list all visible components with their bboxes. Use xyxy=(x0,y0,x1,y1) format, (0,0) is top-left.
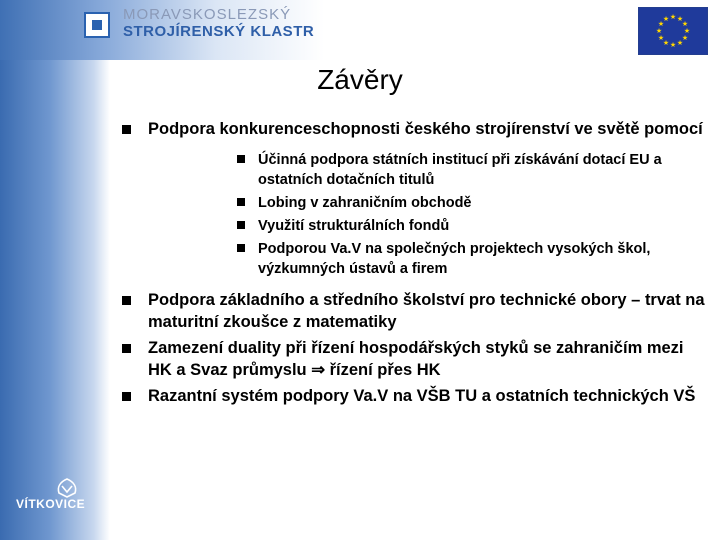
company-name: VÍTKOVICE xyxy=(16,497,86,511)
svg-text:★: ★ xyxy=(681,20,689,28)
sub-bullet-text: Podporou Va.V na společných projektech vysokých škol, výzkumných ústavů a firem xyxy=(258,241,651,277)
svg-text:★: ★ xyxy=(683,27,691,35)
sub-bullet-list xyxy=(118,150,708,279)
svg-text:★: ★ xyxy=(655,27,663,35)
slide-title: Závěry xyxy=(317,64,403,95)
sub-bullet-item xyxy=(118,193,708,213)
bullet-item xyxy=(118,385,708,407)
svg-text:★: ★ xyxy=(662,15,670,23)
bullet-item xyxy=(118,337,708,381)
svg-text:★: ★ xyxy=(681,34,689,42)
klastr-logo-icon xyxy=(84,12,110,38)
square-bullet-icon xyxy=(122,125,131,134)
square-bullet-icon xyxy=(237,155,245,163)
svg-text:★: ★ xyxy=(657,20,665,28)
square-bullet-icon xyxy=(122,296,131,305)
svg-text:★: ★ xyxy=(669,13,677,21)
sub-bullet-text: Účinná podpora státních institucí při získávání dotací EU a ostatních dotačních titulů xyxy=(258,152,662,188)
sub-bullet-item xyxy=(118,239,708,279)
sub-bullet-item xyxy=(118,150,708,190)
square-bullet-icon xyxy=(237,198,245,206)
eu-flag-icon xyxy=(638,7,708,55)
square-bullet-icon xyxy=(237,221,245,229)
sub-bullet-text: Využití strukturálních fondů xyxy=(258,218,450,234)
square-bullet-icon xyxy=(122,344,131,353)
bullet-text: Podpora konkurenceschopnosti českého strojírenství ve světě pomocí xyxy=(148,120,703,138)
bullet-item xyxy=(118,118,708,140)
bullet-item xyxy=(118,289,708,333)
sub-bullet-item xyxy=(118,216,708,236)
slide-content xyxy=(118,118,708,411)
bullet-text: Podpora základního a středního školství pro technické obory – trvat na maturitní zkoušce z matematiky xyxy=(148,291,705,331)
bullet-text: Zamezení duality při řízení hospodářských styků se zahraničím mezi HK a Svaz průmyslu ⇒ řízení přes HK xyxy=(148,339,684,379)
brand-name-line1: MORAVSKOSLEZSKÝ xyxy=(123,6,292,23)
svg-text:★: ★ xyxy=(676,15,684,23)
brand-name-line2: STROJÍRENSKÝ KLASTR xyxy=(123,23,315,40)
bullet-text: Razantní systém podpory Va.V na VŠB TU a ostatních technických VŠ xyxy=(148,387,696,405)
vitkovice-emblem-icon xyxy=(52,478,82,498)
svg-text:★: ★ xyxy=(657,34,665,42)
sub-bullet-text: Lobing v zahraničním obchodě xyxy=(258,195,472,211)
square-bullet-icon xyxy=(237,244,245,252)
square-bullet-icon xyxy=(122,392,131,401)
svg-text:★: ★ xyxy=(676,39,684,47)
svg-text:★: ★ xyxy=(669,41,677,49)
svg-text:★: ★ xyxy=(662,39,670,47)
